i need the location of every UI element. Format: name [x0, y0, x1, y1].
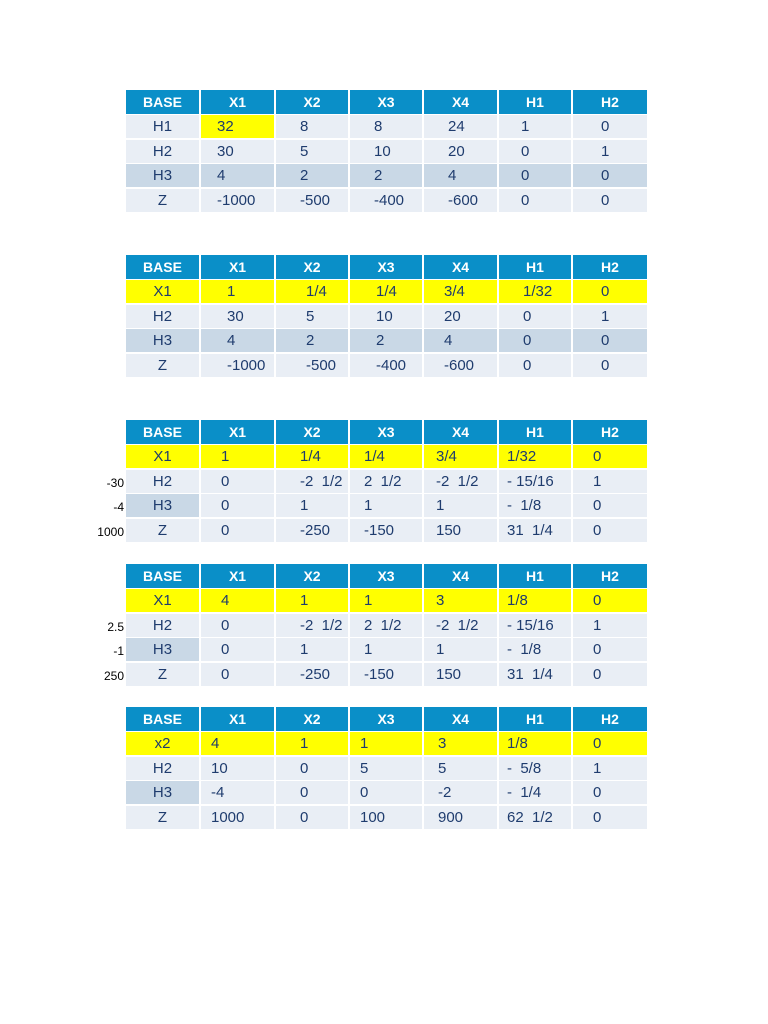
value-cell-x2: 8	[276, 115, 348, 138]
base-variable-cell: H3	[126, 781, 199, 804]
header-cell-h2: H2	[573, 564, 647, 588]
value-cell-x3: 2	[350, 329, 422, 352]
base-variable-cell: H2	[126, 305, 199, 328]
value-cell-x2: -250	[276, 663, 348, 686]
table-row	[126, 329, 647, 353]
table-row	[126, 280, 647, 304]
value-cell-x2: 2	[276, 329, 348, 352]
value-cell-h2: 0	[573, 494, 647, 517]
value-cell-x3: 0	[350, 781, 422, 804]
value-cell-x4: 150	[424, 663, 497, 686]
header-cell-x2: X2	[276, 90, 348, 114]
header-cell-h1: H1	[499, 707, 571, 731]
value-cell-x3: 1	[350, 589, 422, 612]
value-cell-x4: -2 1/2	[424, 614, 497, 637]
value-cell-h1: - 1/4	[499, 781, 571, 804]
value-cell-x2: 1	[276, 494, 348, 517]
value-cell-h1: 62 1/2	[499, 806, 571, 829]
value-cell-x1: 4	[201, 589, 274, 612]
header-cell-x3: X3	[350, 564, 422, 588]
table-row	[126, 305, 647, 329]
value-cell-h2: 0	[573, 663, 647, 686]
header-cell-x1: X1	[201, 255, 274, 279]
value-cell-x3: 10	[350, 305, 422, 328]
value-cell-h1: - 1/8	[499, 494, 571, 517]
value-cell-x1: 4	[201, 732, 274, 755]
value-cell-x2: 0	[276, 781, 348, 804]
row-multiplier-label: -4	[113, 500, 124, 514]
value-cell-x3: -400	[350, 189, 422, 212]
header-cell-x3: X3	[350, 255, 422, 279]
value-cell-x3: -400	[350, 354, 422, 377]
value-cell-h2: 0	[573, 519, 647, 542]
value-cell-x4: 1	[424, 494, 497, 517]
base-variable-cell: H2	[126, 470, 199, 493]
value-cell-x3: 1/4	[350, 445, 422, 468]
value-cell-h2: 0	[573, 164, 647, 187]
value-cell-x4: 3/4	[424, 445, 497, 468]
value-cell-h2: 0	[573, 732, 647, 755]
header-cell-h1: H1	[499, 564, 571, 588]
value-cell-x2: 1/4	[276, 280, 348, 303]
value-cell-x1: 1	[201, 280, 274, 303]
simplex-table-5	[126, 707, 647, 831]
table-row	[126, 189, 647, 213]
header-cell-x1: X1	[201, 564, 274, 588]
header-cell-h2: H2	[573, 420, 647, 444]
base-variable-cell: Z	[126, 806, 199, 829]
header-cell-h1: H1	[499, 90, 571, 114]
value-cell-x2: -2 1/2	[276, 614, 348, 637]
value-cell-h1: 31 1/4	[499, 663, 571, 686]
header-cell-x1: X1	[201, 707, 274, 731]
base-variable-cell: H2	[126, 140, 199, 163]
value-cell-x1: 30	[201, 140, 274, 163]
base-variable-cell: X1	[126, 445, 199, 468]
base-variable-cell: H3	[126, 638, 199, 661]
value-cell-h2: 1	[573, 470, 647, 493]
base-variable-cell: H1	[126, 115, 199, 138]
value-cell-h2: 0	[573, 354, 647, 377]
value-cell-x2: 0	[276, 757, 348, 780]
value-cell-h1: 0	[499, 140, 571, 163]
table-row	[126, 519, 647, 543]
value-cell-x4: 20	[424, 305, 497, 328]
table-row	[126, 757, 647, 781]
value-cell-h1: 1/32	[499, 445, 571, 468]
table-header-row	[126, 707, 647, 732]
header-cell-h1: H1	[499, 255, 571, 279]
value-cell-x1: -1000	[201, 354, 274, 377]
base-variable-cell: H3	[126, 329, 199, 352]
base-variable-cell: X1	[126, 589, 199, 612]
value-cell-x1: 0	[201, 614, 274, 637]
table-row	[126, 614, 647, 638]
value-cell-h2: 0	[573, 189, 647, 212]
value-cell-x1: 10	[201, 757, 274, 780]
value-cell-x3: 5	[350, 757, 422, 780]
base-variable-cell: X1	[126, 280, 199, 303]
value-cell-h2: 0	[573, 115, 647, 138]
value-cell-x4: 3	[424, 732, 497, 755]
base-variable-cell: H3	[126, 164, 199, 187]
value-cell-x4: 20	[424, 140, 497, 163]
value-cell-x2: 5	[276, 140, 348, 163]
value-cell-x3: 100	[350, 806, 422, 829]
value-cell-x3: 2	[350, 164, 422, 187]
value-cell-x4: -2	[424, 781, 497, 804]
table-row	[126, 115, 647, 139]
header-cell-h2: H2	[573, 707, 647, 731]
value-cell-x4: 4	[424, 329, 497, 352]
value-cell-x2: 1	[276, 638, 348, 661]
value-cell-h1: 0	[499, 305, 571, 328]
value-cell-h1: - 15/16	[499, 614, 571, 637]
table-row	[126, 589, 647, 613]
table-row	[126, 494, 647, 518]
table-row	[126, 354, 647, 378]
table-header-row	[126, 90, 647, 115]
value-cell-h2: 0	[573, 806, 647, 829]
value-cell-x4: 150	[424, 519, 497, 542]
value-cell-h1: - 5/8	[499, 757, 571, 780]
table-header-row	[126, 255, 647, 280]
value-cell-x3: 1/4	[350, 280, 422, 303]
simplex-table-1	[126, 90, 647, 214]
value-cell-x4: -2 1/2	[424, 470, 497, 493]
table-header-row	[126, 564, 647, 589]
header-cell-h2: H2	[573, 90, 647, 114]
header-cell-x3: X3	[350, 90, 422, 114]
header-cell-x4: X4	[424, 707, 497, 731]
base-variable-cell: Z	[126, 663, 199, 686]
value-cell-h2: 1	[573, 614, 647, 637]
value-cell-x1: -4	[201, 781, 274, 804]
value-cell-h1: 1/32	[499, 280, 571, 303]
header-cell-x3: X3	[350, 707, 422, 731]
value-cell-h1: - 1/8	[499, 638, 571, 661]
base-variable-cell: H3	[126, 494, 199, 517]
simplex-table-4	[126, 564, 647, 688]
header-cell-x2: X2	[276, 564, 348, 588]
table-row	[126, 663, 647, 687]
simplex-table-3	[126, 420, 647, 544]
value-cell-h1: 1/8	[499, 589, 571, 612]
value-cell-x2: 2	[276, 164, 348, 187]
row-multiplier-label: -30	[106, 476, 124, 490]
value-cell-x2: 5	[276, 305, 348, 328]
value-cell-h1: 31 1/4	[499, 519, 571, 542]
base-variable-cell: x2	[126, 732, 199, 755]
row-multiplier-label: 250	[103, 669, 124, 683]
value-cell-x1: 0	[201, 638, 274, 661]
value-cell-h2: 0	[573, 589, 647, 612]
value-cell-x2: -500	[276, 354, 348, 377]
value-cell-h1: 1	[499, 115, 571, 138]
value-cell-x3: 1	[350, 638, 422, 661]
value-cell-x2: -2 1/2	[276, 470, 348, 493]
value-cell-x1: 0	[201, 663, 274, 686]
value-cell-h2: 0	[573, 781, 647, 804]
value-cell-x1: 1	[201, 445, 274, 468]
value-cell-x1: 4	[201, 164, 274, 187]
value-cell-x1: 1000	[201, 806, 274, 829]
base-variable-cell: H2	[126, 614, 199, 637]
header-cell-base: BASE	[126, 420, 199, 444]
table-row	[126, 638, 647, 662]
table-row	[126, 164, 647, 188]
value-cell-x2: 1/4	[276, 445, 348, 468]
base-variable-cell: Z	[126, 519, 199, 542]
base-variable-cell: H2	[126, 757, 199, 780]
value-cell-x4: 3	[424, 589, 497, 612]
value-cell-x3: 2 1/2	[350, 614, 422, 637]
header-cell-x1: X1	[201, 90, 274, 114]
header-cell-x4: X4	[424, 420, 497, 444]
value-cell-h2: 1	[573, 140, 647, 163]
header-cell-x4: X4	[424, 90, 497, 114]
value-cell-h1: 1/8	[499, 732, 571, 755]
value-cell-h2: 0	[573, 329, 647, 352]
value-cell-x3: 8	[350, 115, 422, 138]
value-cell-x2: -250	[276, 519, 348, 542]
value-cell-h1: 0	[499, 164, 571, 187]
table-row	[126, 781, 647, 805]
value-cell-x4: 1	[424, 638, 497, 661]
base-variable-cell: Z	[126, 189, 199, 212]
table-row	[126, 806, 647, 830]
value-cell-x1: 0	[201, 470, 274, 493]
value-cell-x2: 0	[276, 806, 348, 829]
header-cell-x2: X2	[276, 420, 348, 444]
value-cell-x4: -600	[424, 189, 497, 212]
value-cell-x1: 0	[201, 519, 274, 542]
value-cell-x2: 1	[276, 589, 348, 612]
value-cell-x4: -600	[424, 354, 497, 377]
header-cell-x2: X2	[276, 255, 348, 279]
header-cell-x2: X2	[276, 707, 348, 731]
header-cell-x4: X4	[424, 564, 497, 588]
row-multiplier-label: 2.5	[107, 620, 124, 634]
header-cell-x3: X3	[350, 420, 422, 444]
header-cell-base: BASE	[126, 255, 199, 279]
table-row	[126, 140, 647, 164]
value-cell-h2: 0	[573, 445, 647, 468]
value-cell-x1: 32	[201, 115, 274, 138]
header-cell-x4: X4	[424, 255, 497, 279]
value-cell-x2: 1	[276, 732, 348, 755]
value-cell-x3: 1	[350, 494, 422, 517]
value-cell-h2: 0	[573, 280, 647, 303]
value-cell-h2: 1	[573, 305, 647, 328]
value-cell-h1: 0	[499, 354, 571, 377]
value-cell-x4: 24	[424, 115, 497, 138]
value-cell-x3: -150	[350, 519, 422, 542]
table-row	[126, 445, 647, 469]
header-cell-h2: H2	[573, 255, 647, 279]
header-cell-x1: X1	[201, 420, 274, 444]
value-cell-x1: 0	[201, 494, 274, 517]
value-cell-x3: 2 1/2	[350, 470, 422, 493]
table-row	[126, 732, 647, 756]
value-cell-x4: 4	[424, 164, 497, 187]
value-cell-x4: 5	[424, 757, 497, 780]
value-cell-x3: 10	[350, 140, 422, 163]
row-multiplier-label: -1	[113, 644, 124, 658]
simplex-table-2	[126, 255, 647, 379]
value-cell-x4: 3/4	[424, 280, 497, 303]
row-multiplier-label: 1000	[97, 525, 124, 539]
value-cell-h2: 0	[573, 638, 647, 661]
header-cell-base: BASE	[126, 90, 199, 114]
header-cell-base: BASE	[126, 564, 199, 588]
value-cell-h2: 1	[573, 757, 647, 780]
value-cell-h1: - 15/16	[499, 470, 571, 493]
table-row	[126, 470, 647, 494]
value-cell-x1: 30	[201, 305, 274, 328]
value-cell-x2: -500	[276, 189, 348, 212]
value-cell-h1: 0	[499, 189, 571, 212]
value-cell-x3: -150	[350, 663, 422, 686]
header-cell-h1: H1	[499, 420, 571, 444]
base-variable-cell: Z	[126, 354, 199, 377]
value-cell-h1: 0	[499, 329, 571, 352]
value-cell-x1: -1000	[201, 189, 274, 212]
value-cell-x3: 1	[350, 732, 422, 755]
value-cell-x1: 4	[201, 329, 274, 352]
table-header-row	[126, 420, 647, 445]
header-cell-base: BASE	[126, 707, 199, 731]
value-cell-x4: 900	[424, 806, 497, 829]
